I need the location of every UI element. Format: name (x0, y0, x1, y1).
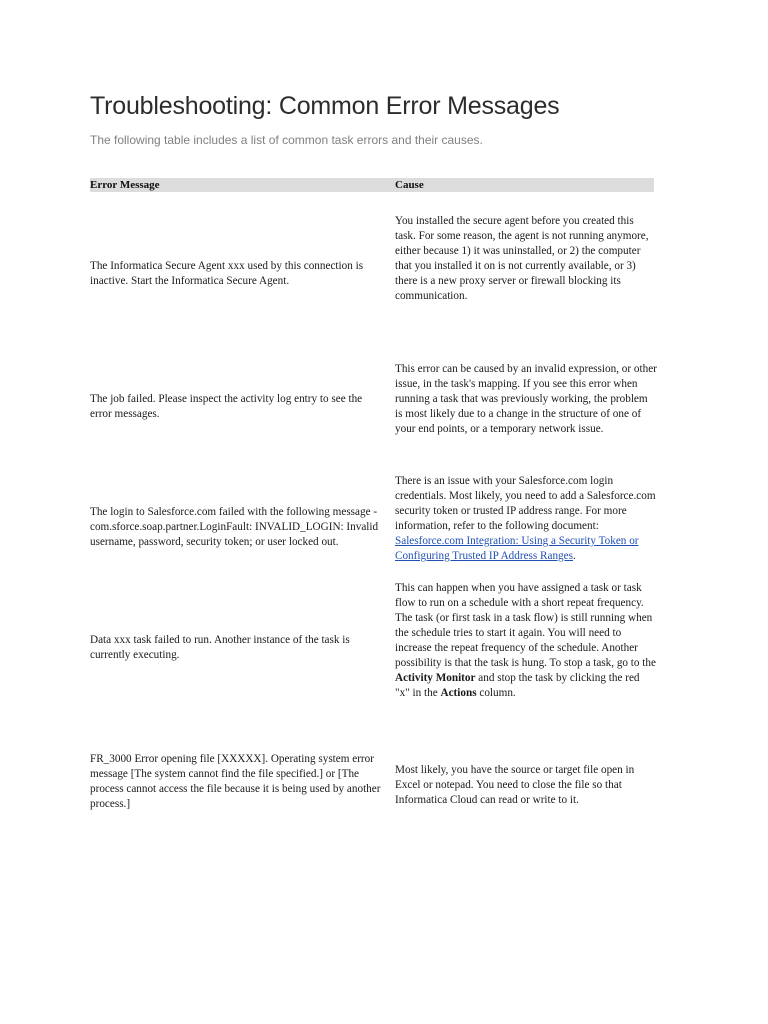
table-header-row (90, 178, 654, 192)
error-message-cell: Data xxx task failed to run. Another instance of the task is currently executing. (90, 634, 350, 661)
cause-text-end: . (572, 550, 576, 562)
cause-cell (395, 581, 657, 701)
cause-cell: You installed the secure agent before you created this task. For some reason, the agent is not running anymore, either because 1) it was uninstalled, or 2) the computer that you installed it on is not currently available, or 3) there is a new proxy server or firewall blocking its communication. (395, 215, 649, 302)
error-message-cell: FR_3000 Error opening file [XXXXX]. Operating system error message [The system cannot find the file specified.] or [The process cannot access the file because it is being used by another process.] (90, 753, 381, 810)
cause-text: There is an issue with your Salesforce.com login credentials. Most likely, you need to add a Salesforce.com security token or trusted IP address range. For more information, refer to the following document: (395, 475, 656, 532)
cause-text: column. (476, 687, 516, 699)
page-subtitle: The following table includes a list of common task errors and their causes. (90, 133, 483, 147)
cause-cell: Most likely, you have the source or target file open in Excel or notepad. You need to close the file so that Informatica Cloud can read or write to it. (395, 764, 635, 806)
table-row (90, 581, 654, 715)
column-header-error-message: Error Message (90, 179, 160, 191)
table-row (90, 362, 657, 452)
actions-label: Actions (440, 687, 477, 699)
error-message-cell: The Informatica Secure Agent xxx used by this connection is inactive. Start the Informatica Secure Agent. (90, 260, 364, 287)
error-message-cell: The login to Salesforce.com failed with the following message - com.sforce.soap.partner.LoginFault: INVALID_LOGIN: Invalid username, password, security token; or user locked out. (90, 505, 379, 548)
table-row (90, 751, 654, 813)
cause-text: This can happen when you have assigned a task or task flow to run on a schedule with a short repeat frequency. The task (or first task in a task flow) is still running when the schedule tries to start it again. You will need to increase the repeat frequency of the schedule. Another possibility is that the task is hung. To stop a task, go to the (395, 582, 656, 669)
cause-text: and stop the task by clicking the red "x" in the (395, 672, 640, 699)
page-title: Troubleshooting: Common Error Messages (90, 92, 560, 120)
cause-cell (395, 474, 657, 564)
error-table (90, 178, 657, 810)
activity-monitor-label: Activity Monitor (395, 672, 476, 684)
table-row (90, 474, 654, 580)
cause-cell: This error can be caused by an invalid expression, or other issue, in the task's mapping. If you see this error when running a task that was previously working, the problem is most likely due to a change in the structure of one of your end points, or a temporary network issue. (395, 363, 657, 435)
table-row (90, 214, 654, 334)
error-message-cell: The job failed. Please inspect the activity log entry to see the error messages. (90, 393, 363, 420)
column-header-cause: Cause (395, 179, 424, 191)
salesforce-integration-link[interactable]: Salesforce.com Integration: Using a Security Token or Configuring Trusted IP Address Ranges (395, 535, 639, 562)
